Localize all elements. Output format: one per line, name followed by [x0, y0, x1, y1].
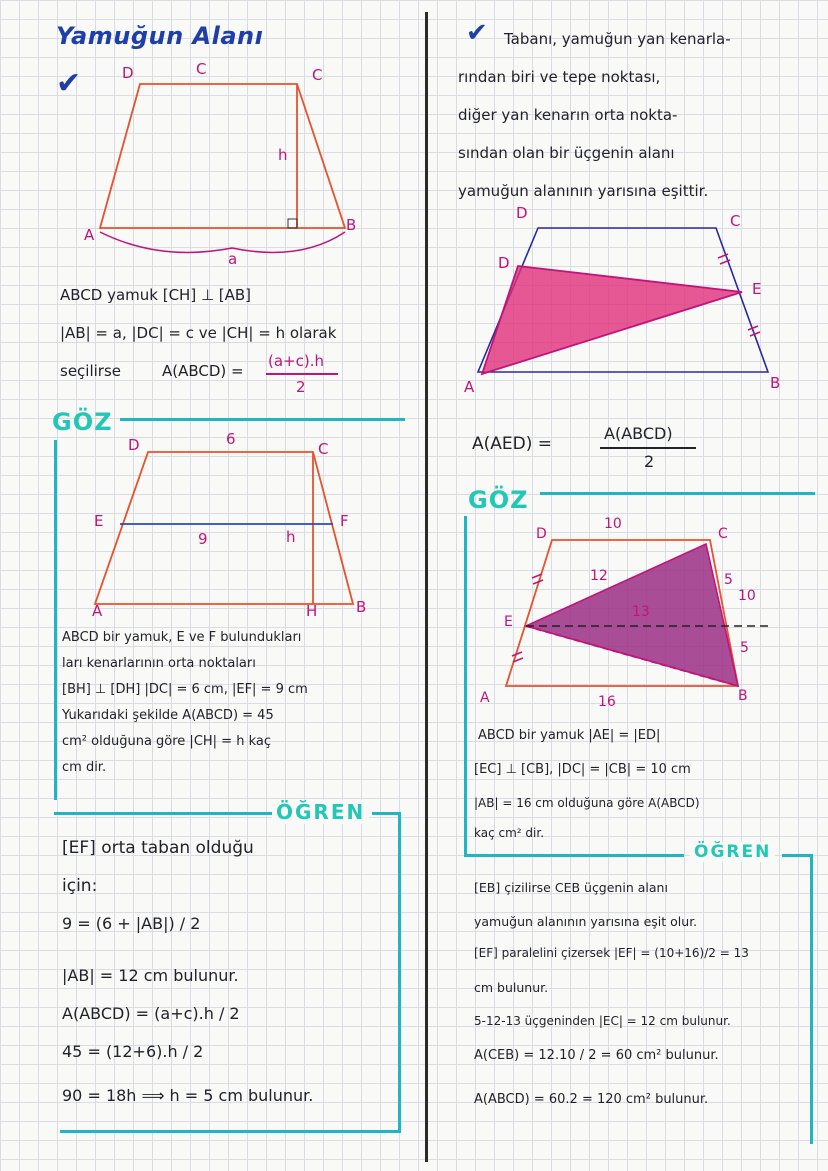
fig1-label-h: h	[278, 146, 288, 164]
left-ogren-label: ÖĞREN	[272, 800, 369, 824]
fig2-label-9: 9	[198, 530, 208, 548]
checkmark-icon: ✔	[56, 66, 82, 101]
right-formula-num: A(ABCD)	[604, 424, 673, 443]
fig3-label-E: E	[752, 280, 762, 298]
right-intro-line-3: diğer yan kenarın orta nokta-	[458, 106, 678, 124]
left-question-line-1: ABCD bir yamuk, E ve F bulundukları	[62, 630, 302, 645]
left-question-line-3: [BH] ⊥ [DH] |DC| = 6 cm, |EF| = 9 cm	[62, 682, 308, 697]
right-solution-line-2: yamuğun alanının yarısına eşit olur.	[474, 914, 698, 929]
left-solution-line-5: A(ABCD) = (a+c).h / 2	[62, 1004, 240, 1023]
right-formula-lhs: A(AED) =	[472, 434, 553, 454]
right-question-line-4: kaç cm² dir.	[474, 826, 545, 840]
fig1-label-C: C	[312, 66, 323, 84]
left-formula-num: (a+c).h	[268, 352, 324, 370]
left-question-line-2: ları kenarlarının orta noktaları	[62, 656, 256, 671]
fig4-label-5a: 5	[724, 572, 733, 588]
left-solution-line-1: [EF] orta taban olduğu	[62, 838, 254, 858]
right-question-line-3: |AB| = 16 cm olduğuna göre A(ABCD)	[474, 796, 700, 810]
left-question-line-4: Yukarıdaki şekilde A(ABCD) = 45	[62, 708, 274, 723]
fig2-label-h: h	[286, 528, 296, 546]
fig2-label-E: E	[94, 512, 104, 530]
right-solution-line-6: A(CEB) = 12.10 / 2 = 60 cm² bulunur.	[474, 1048, 719, 1063]
fig1-label-B: B	[346, 216, 357, 234]
fig4-label-E: E	[504, 614, 513, 630]
right-goz-label: GÖZ	[468, 486, 529, 514]
left-desc-line-1: ABCD yamuk [CH] ⊥ [AB]	[60, 286, 252, 304]
right-intro-line-2: rından biri ve tepe noktası,	[458, 68, 661, 86]
fig2-label-D: D	[128, 436, 140, 454]
left-desc-line-2: |AB| = a, |DC| = c ve |CH| = h olarak	[60, 324, 337, 342]
left-solution-line-4: |AB| = 12 cm bulunur.	[62, 966, 239, 985]
fig4-label-16: 16	[598, 694, 616, 710]
left-desc-line-3: seçilirse	[60, 362, 122, 380]
fig4-label-5b: 5	[740, 640, 749, 656]
left-formula-lhs: A(ABCD) =	[162, 362, 244, 380]
left-solution-line-7: 90 = 18h ⟹ h = 5 cm bulunur.	[62, 1086, 314, 1105]
fig4-label-13: 13	[632, 604, 650, 620]
right-ogren-top-line	[464, 854, 684, 857]
fig3-label-D: D	[498, 254, 510, 272]
left-solution-line-6: 45 = (12+6).h / 2	[62, 1042, 204, 1061]
fig4-label-10-side: 10	[738, 588, 756, 604]
fig4-label-10-top: 10	[604, 516, 622, 532]
right-solution-line-4: cm bulunur.	[474, 980, 549, 995]
fig4-label-B: B	[738, 688, 748, 704]
right-question-line-1: ABCD bir yamuk |AE| = |ED|	[478, 728, 661, 743]
page-title: Yamuğun Alanı	[56, 22, 264, 50]
right-solution-line-1: [EB] çizilirse CEB üçgenin alanı	[474, 880, 668, 895]
left-solution-line-2: için:	[62, 876, 98, 896]
fig2-label-H: H	[306, 602, 318, 620]
right-intro-line-1: Tabanı, yamuğun yan kenarla-	[504, 30, 731, 48]
left-formula-den: 2	[296, 378, 306, 396]
right-question-line-2: [EC] ⊥ [CB], |DC| = |CB| = 10 cm	[474, 762, 691, 777]
left-question-line-6: cm dir.	[62, 760, 107, 775]
right-intro-line-4: sından olan bir üçgenin alanı	[458, 144, 675, 162]
right-solution-line-5: 5-12-13 üçgeninden |EC| = 12 cm bulunur.	[474, 1014, 731, 1028]
fig4-label-C: C	[718, 526, 728, 542]
fig4-label-A: A	[480, 690, 490, 706]
fig4-label-D: D	[536, 526, 547, 542]
right-formula-den: 2	[644, 452, 655, 471]
fig1-label-D: D	[122, 64, 134, 82]
fig2-label-F: F	[340, 512, 349, 530]
fig2-label-B: B	[356, 598, 367, 616]
left-solution-line-3: 9 = (6 + |AB|) / 2	[62, 914, 201, 933]
fig4-label-12: 12	[590, 568, 608, 584]
fig1-label-a: a	[228, 250, 238, 268]
left-question-line-5: cm² olduğuna göre |CH| = h kaç	[62, 734, 271, 749]
fig3-label-C: C	[730, 212, 741, 230]
right-solution-line-3: [EF] paralelini çizersek |EF| = (10+16)/2 = 13	[474, 946, 749, 960]
right-intro-line-5: yamuğun alanının yarısına eşittir.	[458, 182, 709, 200]
fig2-label-C: C	[318, 440, 329, 458]
fig3-label-B: B	[770, 374, 781, 392]
left-goz-label: GÖZ	[52, 408, 113, 436]
fig2-label-6: 6	[226, 430, 236, 448]
right-ogren-label: ÖĞREN	[690, 842, 775, 862]
fig3-label-D-top: D	[516, 204, 528, 222]
fig3-label-A: A	[464, 378, 475, 396]
fig1-label-c: C	[196, 60, 207, 78]
right-solution-line-7: A(ABCD) = 60.2 = 120 cm² bulunur.	[474, 1092, 709, 1107]
right-ogren-right-line	[810, 854, 813, 1144]
right-ogren-top-line-right	[782, 854, 812, 857]
fig1-label-A: A	[84, 226, 95, 244]
checkmark-icon: ✔	[466, 18, 488, 48]
fig2-label-A: A	[92, 602, 103, 620]
